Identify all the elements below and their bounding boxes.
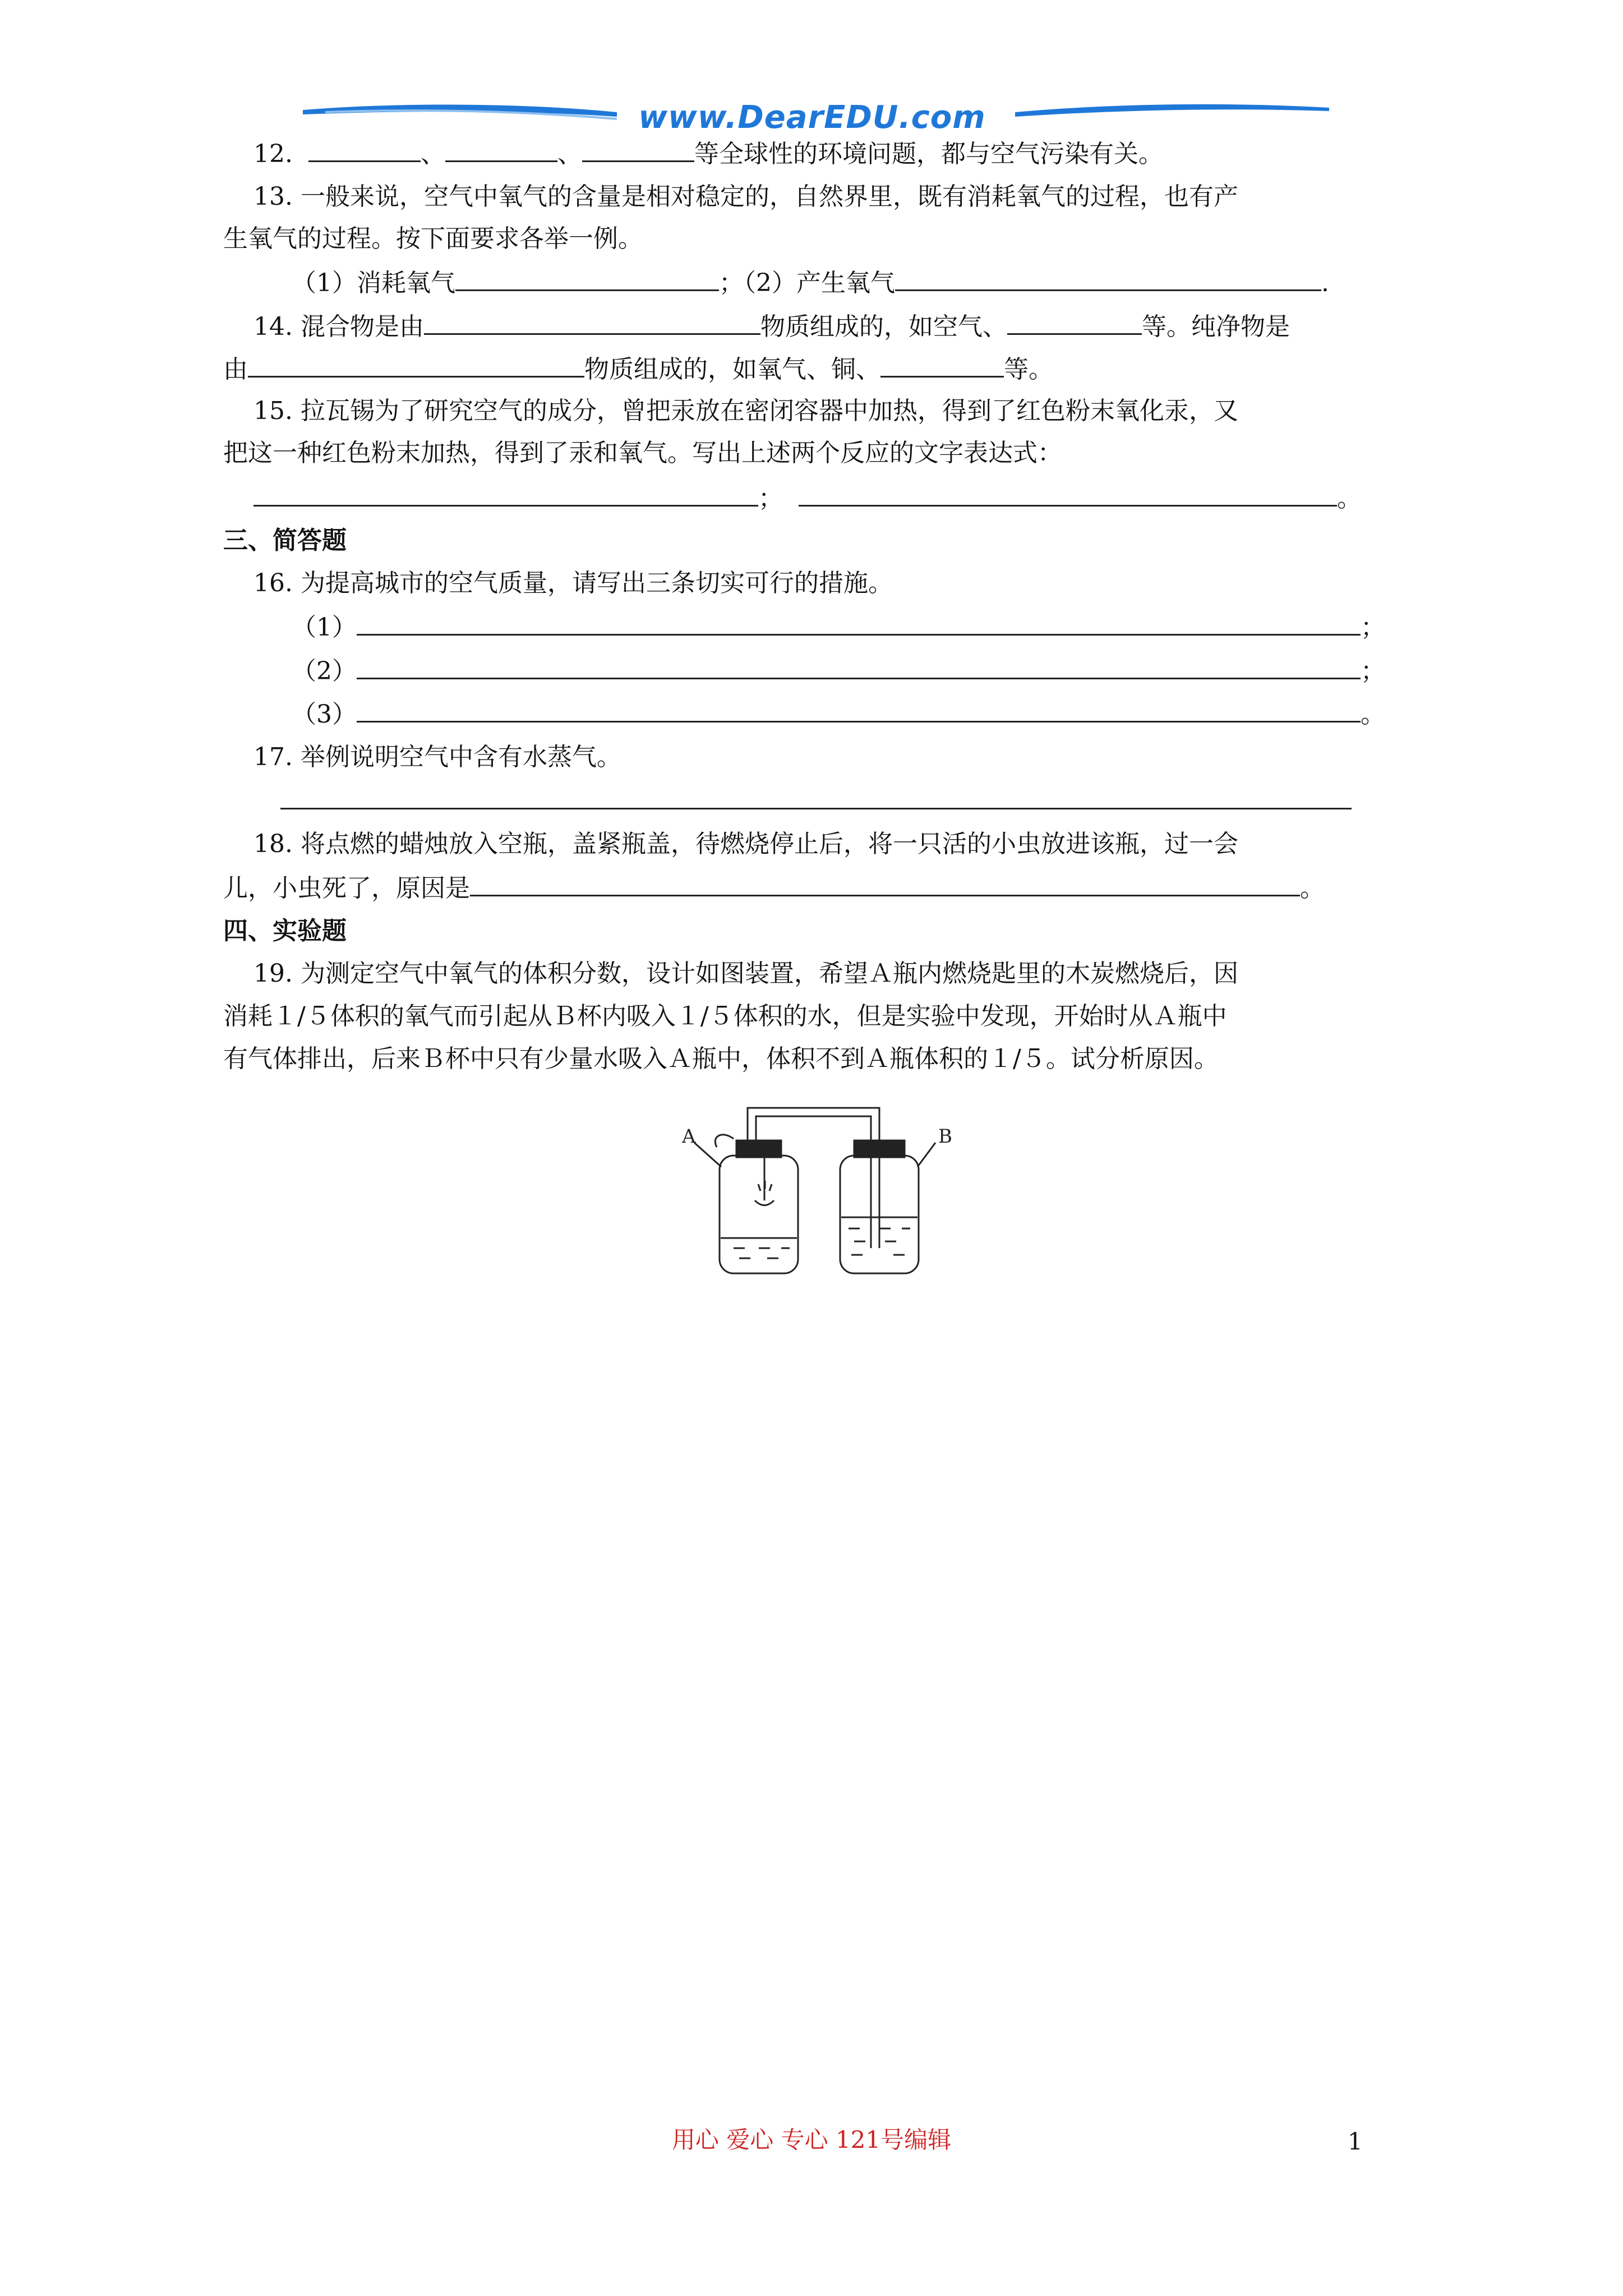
question-15-line2: 把这一种红色粉末加热，得到了汞和氧气。写出上述两个反应的文字表达式： <box>223 439 1062 467</box>
page-number: 1 <box>1348 2128 1363 2155</box>
apparatus-diagram <box>655 1091 969 1282</box>
section-heading-experiment: 四、实验题 <box>223 917 347 945</box>
question-13-line1: 13. 一般来说，空气中氧气的含量是相对稳定的，自然界里，既有消耗氧气的过程，也有产 <box>253 182 1238 211</box>
bottle-a <box>720 1156 798 1273</box>
question-14-line2: 由 物质组成的，如氧气、铜、 等。 <box>223 352 1423 385</box>
question-13-line2: 生氧气的过程。按下面要求各举一例。 <box>223 224 643 253</box>
question-16: 16. 为提高城市的空气质量，请写出三条切实可行的措施。 <box>253 569 893 597</box>
question-19-line1: 19. 为测定空气中氧气的体积分数，设计如图装置，希望Ａ瓶内燃烧匙里的木炭燃烧后，因 <box>253 959 1238 988</box>
stopper-a <box>736 1140 781 1157</box>
footer-text: 用心 爱心 专心 121号编辑 <box>671 2126 952 2154</box>
question-19-line2: 消耗１/５体积的氧气而引起从Ｂ杯内吸入１/５体积的水，但是实验中发现，开始时从Ａ瓶中 <box>223 1002 1227 1030</box>
question-16-item-2: （2） ； <box>292 654 1492 687</box>
question-15-answers: ； 。 <box>253 481 1454 514</box>
label-b: B <box>938 1125 952 1148</box>
section-heading-short-answer: 三、简答题 <box>223 526 347 555</box>
site-logo: www.DearEDU.com <box>638 99 986 136</box>
question-12: 12. 、 、 等全球性的环境问题，都与空气污染有关。 <box>253 137 1454 170</box>
question-16-item-3: （3） 。 <box>292 697 1492 730</box>
question-17: 17. 举例说明空气中含有水蒸气。 <box>253 743 621 771</box>
label-a: A <box>682 1125 696 1148</box>
stopper-b <box>854 1140 905 1157</box>
question-18-line2: 儿，小虫死了，原因是 。 <box>223 871 1423 904</box>
question-19-line3: 有气体排出，后来Ｂ杯中只有少量水吸入Ａ瓶中，体积不到Ａ瓶体积的１/５。试分析原因。 <box>223 1045 1219 1073</box>
question-15-line1: 15. 拉瓦锡为了研究空气的成分，曾把汞放在密闭容器中加热，得到了红色粉末氧化汞，又 <box>253 397 1238 425</box>
question-16-item-1: （1） ； <box>292 610 1492 643</box>
question-18-line1: 18. 将点燃的蜡烛放入空瓶，盖紧瓶盖，待燃烧停止后，将一只活的小虫放进该瓶，过一会 <box>253 830 1238 858</box>
question-17-answer-line <box>280 808 1352 809</box>
question-13-answers: （1）消耗氧气 ；（2）产生氧气 . <box>292 266 1492 299</box>
question-14-line1: 14. 混合物是由 物质组成的，如空气、 等。纯净物是 <box>253 310 1454 343</box>
